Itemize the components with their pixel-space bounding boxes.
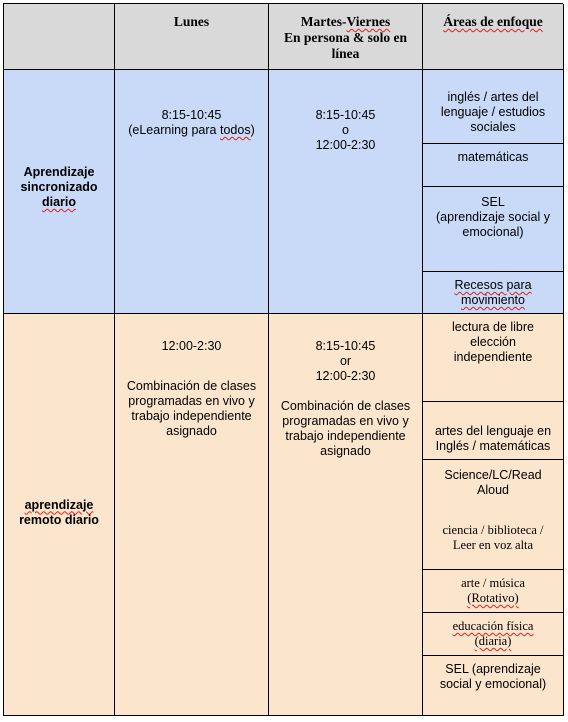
sync-focus-math: matemáticas [423, 144, 564, 187]
header-lunes-label: Lunes [173, 14, 210, 29]
sync-lunes-cell [115, 70, 269, 314]
remote-focus-ed-fisica: educación física (diaria) [423, 613, 564, 656]
header-areas-enfoque [423, 4, 564, 70]
remote-focus-science: Science/LC/Read Aloud ciencia / biblioteca / Leer en voz alta [423, 460, 564, 570]
row-label-remote: aprendizaje remoto diario [4, 314, 115, 716]
remote-focus-ela-math: artes del lenguaje en Inglés / matemáticas [423, 402, 564, 460]
remote-mv-desc: Combinación de clases programadas en vivo y trabajo independiente asignado [280, 399, 411, 458]
header-martes-viernes [269, 4, 423, 70]
sync-focus-recesos: Recesos para movimiento [423, 272, 564, 314]
remote-mv-or: or [339, 354, 352, 368]
sync-mv-or: o [342, 123, 349, 137]
remote-mv-time1: 8:15-10:45 [315, 339, 376, 353]
remote-mv-time2: 12:00-2:30 [315, 369, 376, 383]
header-martes-viernes-line1: Martes-Viernes [300, 14, 391, 29]
sync-lunes-time: 8:15-10:45 [161, 108, 222, 122]
schedule-table [3, 3, 563, 716]
header-martes-viernes-line2: En persona & solo en [283, 30, 408, 45]
remote-focus-sel: SEL (aprendizaje social y emocional) [423, 656, 564, 716]
remote-focus-lectura: lectura de libre elección independiente [423, 314, 564, 402]
remote-lunes-time: 12:00-2:30 [161, 339, 222, 353]
remote-lunes-desc: Combinación de clases programadas en vivo y trabajo independiente asignado [126, 379, 257, 438]
sync-martes-viernes-cell [269, 70, 423, 314]
header-martes-viernes-line3: línea [331, 46, 360, 61]
sync-lunes-note: (eLearning para todos) [128, 123, 255, 137]
remote-martes-viernes-cell [269, 314, 423, 716]
remote-arte-line1: arte / música [461, 576, 525, 590]
sync-focus-ela: inglés / artes del lenguaje / estudios sociales [423, 70, 564, 144]
sync-mv-time1: 8:15-10:45 [315, 108, 376, 122]
row-label-sync: Aprendizaje sincronizado diario [4, 70, 115, 314]
header-corner [4, 4, 115, 70]
sync-focus-sel: SEL (aprendizaje social y emocional) [423, 187, 564, 272]
header-areas-label: Áreas de enfoque [443, 14, 543, 29]
header-lunes [115, 4, 269, 70]
sync-mv-time2: 12:00-2:30 [315, 138, 376, 152]
remote-focus-arte: arte / música (Rotativo) [423, 570, 564, 613]
remote-lunes-cell [115, 314, 269, 716]
